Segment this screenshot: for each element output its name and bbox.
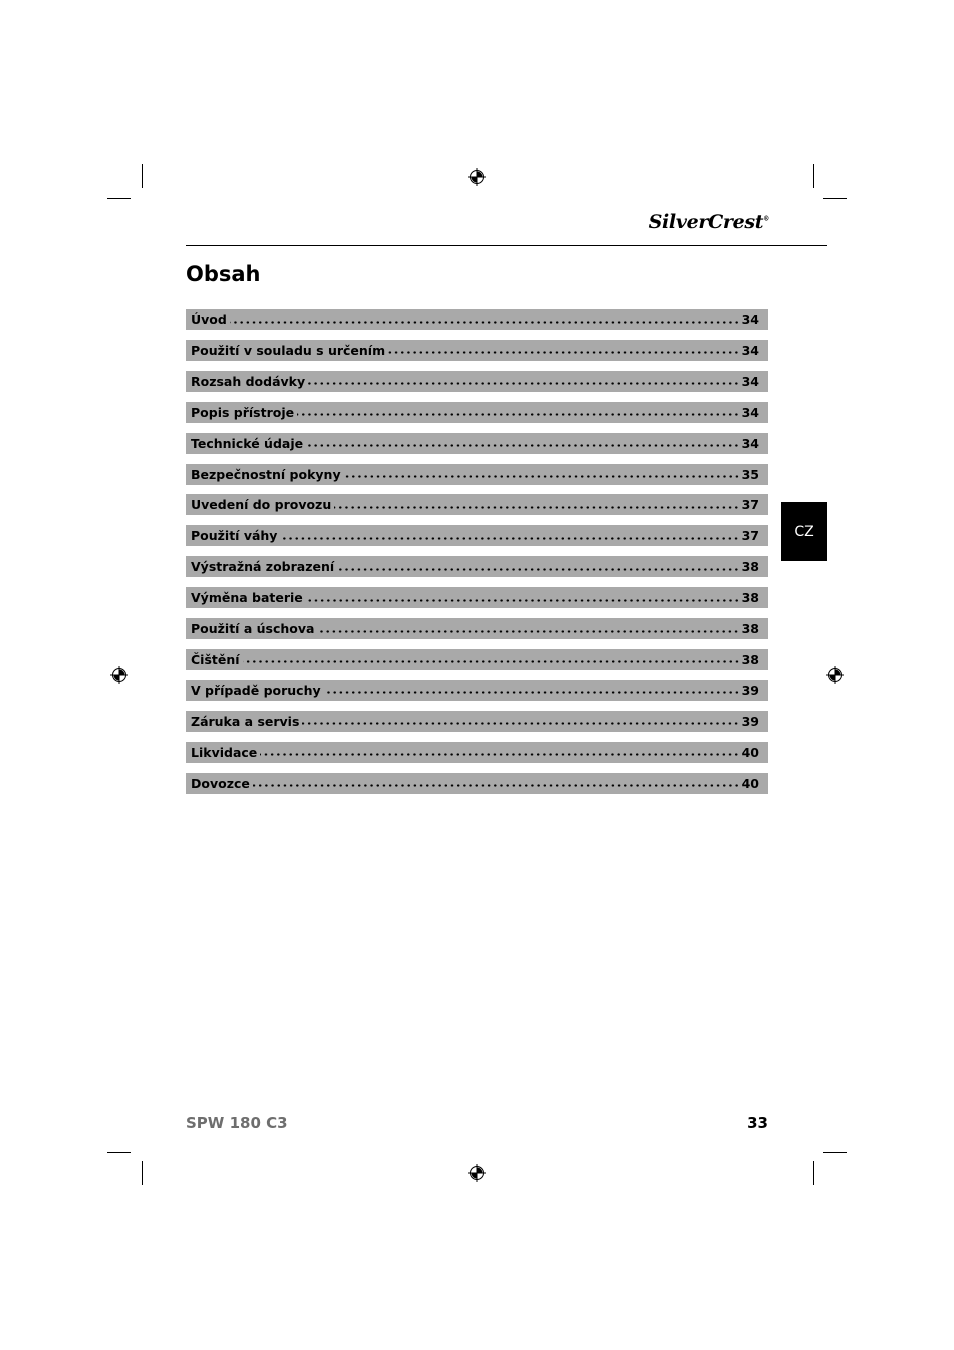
toc-row — [186, 556, 768, 577]
toc-label: Použití a úschova — [191, 621, 315, 636]
toc-label: Rozsah dodávky — [191, 373, 306, 389]
toc-label: Úvod — [191, 312, 227, 327]
toc-leader-dots — [306, 599, 740, 602]
crop-mark-bottom-right-vertical — [813, 1161, 814, 1185]
crop-mark-top-right-horizontal — [823, 198, 847, 199]
registration-mark-icon — [826, 666, 844, 684]
footer-model: SPW 180 C3 — [186, 1114, 288, 1132]
header-rule — [186, 245, 827, 246]
toc-leader-dots — [388, 351, 739, 354]
crop-mark-top-left-horizontal — [107, 198, 131, 199]
toc-row — [186, 464, 768, 485]
crop-mark-bottom-right-horizontal — [823, 1152, 847, 1153]
toc-row — [186, 309, 768, 330]
toc-page-number: 34 — [741, 342, 759, 358]
registration-mark-icon — [110, 666, 128, 684]
toc-leader-dots — [253, 784, 740, 787]
footer-page-number: 33 — [747, 1114, 768, 1132]
toc-row — [186, 618, 768, 639]
toc-label: Použití v souladu s určením — [191, 342, 386, 358]
crop-mark-bottom-left-vertical — [142, 1161, 143, 1185]
toc-page-number: 35 — [741, 466, 759, 482]
toc-label: Výměna baterie — [191, 590, 303, 606]
toc-leader-dots — [243, 660, 740, 663]
toc-row — [186, 433, 768, 454]
toc-leader-dots — [297, 413, 739, 416]
toc-row — [186, 494, 768, 515]
toc-label: Záruka a servis — [191, 713, 300, 729]
toc-leader-dots — [280, 537, 739, 540]
toc-row — [186, 711, 768, 732]
crop-mark-bottom-left-horizontal — [107, 1152, 131, 1153]
toc-page-number: 40 — [741, 775, 759, 791]
toc-label: Likvidace — [191, 744, 258, 760]
toc-leader-dots — [306, 444, 739, 447]
toc-label: Uvedení do provozu — [191, 497, 332, 513]
language-tab-label: CZ — [794, 523, 814, 540]
toc-page-number: 38 — [741, 559, 759, 575]
toc-row — [186, 340, 768, 361]
toc-page-number: 34 — [741, 435, 759, 451]
toc-label: Dovozce — [191, 775, 250, 791]
toc-label: Popis přístroje — [191, 404, 295, 420]
toc-label: Výstražná zobrazení — [191, 559, 335, 575]
toc-page-number: 34 — [741, 312, 759, 327]
toc-label: Čištění — [191, 651, 240, 667]
registration-mark-icon — [468, 168, 486, 186]
language-tab — [781, 502, 827, 561]
toc-leader-dots — [324, 691, 740, 694]
toc-page-number: 39 — [741, 713, 759, 729]
toc-page-number: 39 — [741, 682, 759, 698]
toc-page-number: 34 — [741, 404, 759, 420]
crop-mark-top-left-vertical — [142, 164, 143, 188]
toc-page-number: 40 — [741, 744, 759, 760]
crop-mark-top-right-vertical — [813, 164, 814, 188]
toc-row — [186, 371, 768, 392]
toc-page-number: 38 — [741, 590, 759, 606]
toc-leader-dots — [317, 630, 739, 633]
toc-leader-dots — [230, 321, 740, 324]
toc-row — [186, 587, 768, 608]
toc-row — [186, 649, 768, 670]
toc-row — [186, 773, 768, 794]
toc-label: V případě poruchy — [191, 682, 321, 698]
toc-leader-dots — [308, 382, 739, 385]
brand-registered-mark: ® — [763, 215, 769, 223]
toc-page-number: 37 — [741, 497, 759, 513]
toc-leader-dots — [337, 568, 739, 571]
toc-leader-dots — [334, 506, 739, 509]
page-title: Obsah — [186, 262, 261, 286]
registration-mark-icon — [468, 1164, 486, 1182]
toc-label: Technické údaje — [191, 435, 304, 451]
toc-row — [186, 402, 768, 423]
toc-leader-dots — [260, 753, 739, 756]
toc-leader-dots — [302, 722, 739, 725]
brand-logo — [627, 211, 769, 233]
toc-page-number: 37 — [741, 528, 759, 544]
toc-label: Použití váhy — [191, 528, 278, 544]
toc-page-number: 38 — [741, 651, 759, 667]
brand-name: SilverCrest — [648, 211, 764, 233]
toc-row — [186, 525, 768, 546]
toc-page-number: 34 — [741, 373, 759, 389]
toc-row — [186, 742, 768, 763]
toc-row — [186, 680, 768, 701]
toc-page-number: 38 — [741, 621, 759, 636]
toc-leader-dots — [344, 475, 740, 478]
toc-label: Bezpečnostní pokyny — [191, 466, 341, 482]
